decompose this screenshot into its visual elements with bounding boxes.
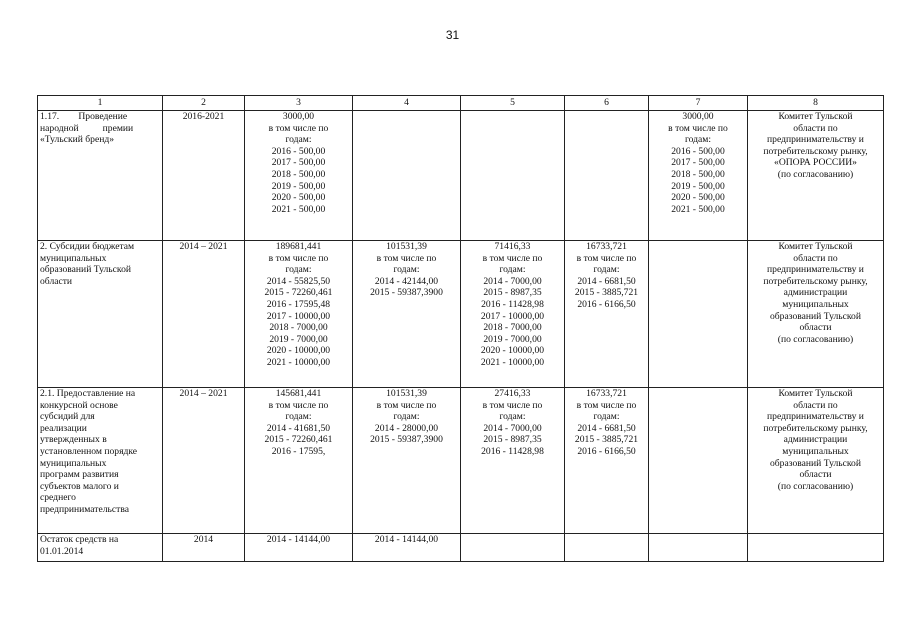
regional-funding (461, 111, 565, 241)
col-header-7: 7 (649, 96, 748, 111)
header-row (38, 96, 884, 111)
total-funding: 145681,441 в том числе по годам: 2014 - 41681,50 2015 - 72260,461 2016 - 17595, (245, 388, 353, 534)
balance-row (38, 534, 884, 562)
col-header-6: 6 (565, 96, 649, 111)
local-funding (565, 111, 649, 241)
balance-empty-8 (748, 534, 884, 562)
federal-funding: 101531,39 в том числе по годам: 2014 - 28000,00 2015 - 59387,3900 (353, 388, 461, 534)
local-funding: 16733,721 в том числе по годам: 2014 - 6681,50 2015 - 3885,721 2016 - 6166,50 (565, 241, 649, 388)
period: 2014 – 2021 (163, 388, 245, 534)
other-funding: 3000,00 в том числе по годам: 2016 - 500,00 2017 - 500,00 2018 - 500,00 2019 - 500,00 2020 - 500,00 2021 - 500,00 (649, 111, 748, 241)
responsible: Комитет Тульской области по предпринимательству и потребительскому рынку, администрации муниципальных образований Тульской области (по согласованию) (748, 241, 884, 388)
regional-funding: 71416,33 в том числе по годам: 2014 - 7000,00 2015 - 8987,35 2016 - 11428,98 2017 - 10000,00 2018 - 7000,00 2019 - 7000,00 2020 - 10000,00 2021 - 10000,00 (461, 241, 565, 388)
col-header-8: 8 (748, 96, 884, 111)
balance-label: Остаток средств на 01.01.2014 (38, 534, 163, 562)
federal-funding: 101531,39 в том числе по годам: 2014 - 42144,00 2015 - 59387,3900 (353, 241, 461, 388)
other-funding (649, 241, 748, 388)
page-number: 31 (445, 28, 460, 42)
activity-name: 2. Субсидии бюджетам муниципальных образований Тульской области (38, 241, 163, 388)
period: 2014 – 2021 (163, 241, 245, 388)
activity-name: 2.1. Предоставление на конкурсной основе субсидий для реализации утвержденных в установленном порядке муниципальных программ развития субъектов малого и среднего предпринимательства (38, 388, 163, 534)
col-header-2: 2 (163, 96, 245, 111)
col-header-1: 1 (38, 96, 163, 111)
responsible: Комитет Тульской области по предпринимательству и потребительскому рынку, администрации муниципальных образований Тульской области (по согласованию) (748, 388, 884, 534)
balance-empty-5 (461, 534, 565, 562)
other-funding (649, 388, 748, 534)
col-header-4: 4 (353, 96, 461, 111)
col-header-5: 5 (461, 96, 565, 111)
total-funding: 189681,441 в том числе по годам: 2014 - 55825,50 2015 - 72260,461 2016 - 17595,48 2017 - 10000,00 2018 - 7000,00 2019 - 7000,00 2020 - 10000,00 2021 - 10000,00 (245, 241, 353, 388)
balance-period: 2014 (163, 534, 245, 562)
balance-empty-6 (565, 534, 649, 562)
period: 2016-2021 (163, 111, 245, 241)
local-funding: 16733,721 в том числе по годам: 2014 - 6681,50 2015 - 3885,721 2016 - 6166,50 (565, 388, 649, 534)
balance-total: 2014 - 14144,00 (245, 534, 353, 562)
balance-empty-7 (649, 534, 748, 562)
table-row (38, 241, 884, 388)
balance-federal: 2014 - 14144,00 (353, 534, 461, 562)
table-row (38, 111, 884, 241)
col-header-3: 3 (245, 96, 353, 111)
activity-name: 1.17. Проведение народной премии «Тульский бренд» (38, 111, 163, 241)
budget-table (37, 95, 884, 562)
regional-funding: 27416,33 в том числе по годам: 2014 - 7000,00 2015 - 8987,35 2016 - 11428,98 (461, 388, 565, 534)
responsible: Комитет Тульской области по предпринимательству и потребительскому рынку, «ОПОРА РОССИИ» (по согласованию) (748, 111, 884, 241)
table-row (38, 388, 884, 534)
total-funding: 3000,00 в том числе по годам: 2016 - 500,00 2017 - 500,00 2018 - 500,00 2019 - 500,00 2020 - 500,00 2021 - 500,00 (245, 111, 353, 241)
federal-funding (353, 111, 461, 241)
